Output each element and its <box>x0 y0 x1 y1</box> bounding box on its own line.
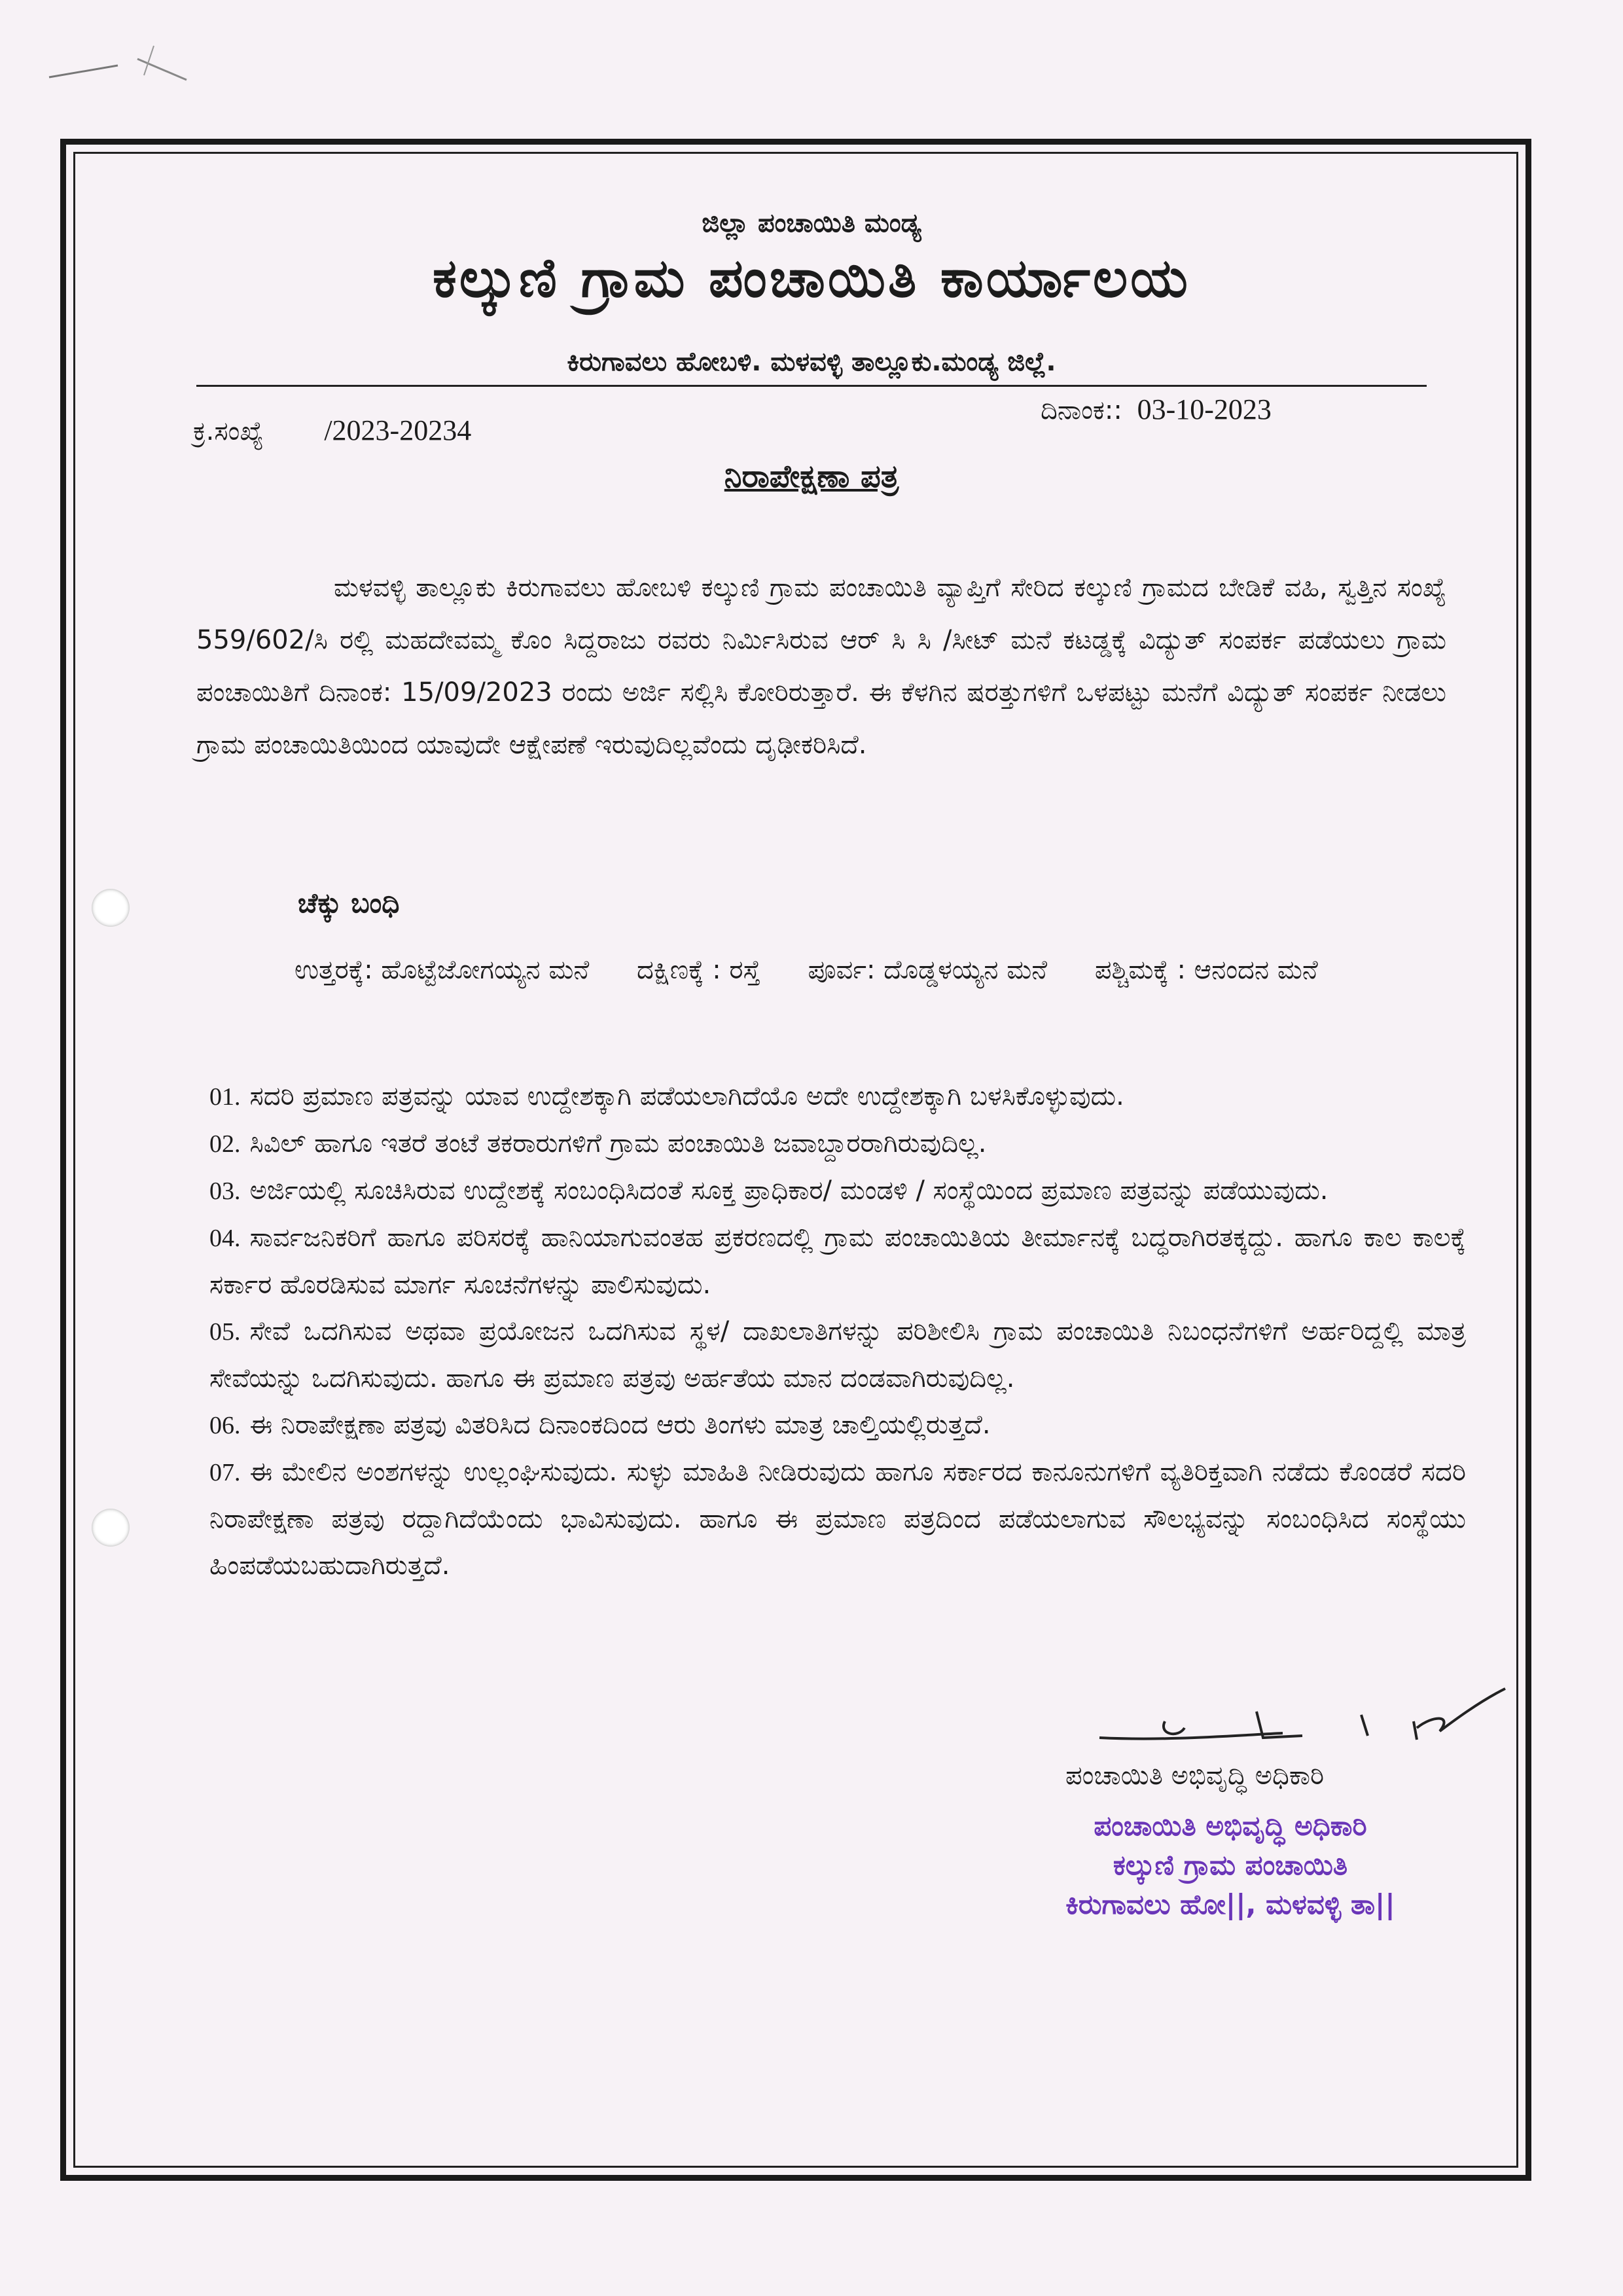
seal-line: ಪಂಚಾಯಿತಿ ಅಭಿವೃದ್ಧಿ ಅಧಿಕಾರಿ <box>1094 1810 1367 1842</box>
header-rule <box>196 385 1427 387</box>
reference-value: /2023-20234 <box>324 414 472 446</box>
boundary-south: ದಕ್ಷಿಣಕ್ಕೆ : ರಸ್ತೆ <box>637 955 760 985</box>
condition-number: 03. <box>209 1177 241 1205</box>
punch-hole-bottom <box>92 1509 130 1547</box>
condition-item <box>209 1449 1466 1589</box>
boundary-west: ಪಶ್ಚಿಮಕ್ಕೆ : ಆನಂದನ ಮನೆ <box>1094 955 1318 985</box>
office-title: ಕಲ್ಕುಣಿ ಗ್ರಾಮ ಪಂಚಾಯಿತಿ ಕಾರ್ಯಾಲಯ <box>433 247 1190 310</box>
officer-designation: ಪಂಚಾಯಿತಿ ಅಭಿವೃದ್ಧಿ ಅಧಿಕಾರಿ <box>1065 1761 1325 1791</box>
reference-number <box>193 414 471 447</box>
punch-hole-top <box>92 889 130 927</box>
condition-number: 01. <box>209 1083 241 1111</box>
boundaries-heading: ಚೆಕ್ಕು ಬಂಧಿ <box>298 887 400 919</box>
office-address: ಕಿರುಗಾವಲು ಹೋಬಳಿ. ಮಳವಳ್ಳಿ ತಾಲ್ಲೂಕು.ಮಂಡ್ಯ ಜಿಲ್ಲೆ. <box>567 347 1056 377</box>
condition-item <box>209 1168 1466 1215</box>
conditions-list <box>209 1073 1466 1589</box>
boundary-east: ಪೂರ್ವ: ದೊಡ್ಡಳಯ್ಯನ ಮನೆ <box>808 955 1048 985</box>
seal-line: ಕಲ್ಕುಣಿ ಗ್ರಾಮ ಪಂಚಾಯಿತಿ <box>1113 1849 1348 1881</box>
condition-text: ಈ ಮೇಲಿನ ಅಂಶಗಳನ್ನು ಉಲ್ಲಂಘಿಸುವುದು. ಸುಳ್ಳು ಮಾಹಿತಿ ನೀಡಿರುವುದು ಹಾಗೂ ಸರ್ಕಾರದ ಕಾನೂನುಗಳಿಗೆ ವ್ಯತಿರಿಕ್ತವಾಗಿ ನಡೆದು ಕೊಂಡರೆ ಸದರಿ ನಿರಾಪೇಕ್ಷಣಾ ಪತ್ರವು ರದ್ದಾಗಿದೆಯೆಂದು ಭಾವಿಸುವುದು. ಹಾಗೂ ಈ ಪ್ರಮಾಣ ಪತ್ರದಿಂದ ಪಡೆಯಲಾಗುವ ಸೌಲಭ್ಯವನ್ನು ಸಂಬಂಧಿಸಿದ ಸಂಸ್ಥೆಯು ಹಿಂಪಡೆಯಬಹುದಾಗಿರುತ್ತದೆ. <box>209 1457 1466 1581</box>
district-name: ಜಿಲ್ಲಾ ಪಂಚಾಯಿತಿ ಮಂಡ್ಯ <box>702 208 921 238</box>
condition-item <box>209 1402 1466 1449</box>
condition-number: 04. <box>209 1225 241 1252</box>
boundaries-list <box>203 942 1446 997</box>
condition-item <box>209 1215 1466 1308</box>
document-title: ನಿರಾಪೇಕ್ಷಣಾ ಪತ್ರ <box>724 458 899 495</box>
boundary-north: ಉತ್ತರಕ್ಕೆ: ಹೊಟ್ಟೆಜೋಗಯ್ಯನ ಮನೆ <box>294 955 590 985</box>
condition-text: ಈ ನಿರಾಪೇಕ್ಷಣಾ ಪತ್ರವು ವಿತರಿಸಿದ ದಿನಾಂಕದಿಂದ ಆರು ತಿಂಗಳು ಮಾತ್ರ ಚಾಲ್ತಿಯಲ್ಲಿರುತ್ತದೆ. <box>249 1410 991 1440</box>
condition-text: ಸದರಿ ಪ್ರಮಾಣ ಪತ್ರವನ್ನು ಯಾವ ಉದ್ದೇಶಕ್ಕಾಗಿ ಪಡೆಯಲಾಗಿದೆಯೊ ಅದೇ ಉದ್ದೇಶಕ್ಕಾಗಿ ಬಳಸಿಕೊಳ್ಳುವುದು. <box>249 1081 1124 1111</box>
condition-number: 02. <box>209 1130 241 1158</box>
seal-line: ಕಿರುಗಾವಲು ಹೋ||, ಮಳವಳ್ಳಿ ತಾ|| <box>1065 1888 1395 1920</box>
condition-text: ಸಿವಿಲ್ ಹಾಗೂ ಇತರೆ ತಂಟೆ ತಕರಾರುಗಳಿಗೆ ಗ್ರಾಮ ಪಂಚಾಯಿತಿ ಜವಾಬ್ದಾರರಾಗಿರುವುದಿಲ್ಲ. <box>249 1128 987 1158</box>
condition-text: ಅರ್ಜಿಯಲ್ಲಿ ಸೂಚಿಸಿರುವ ಉದ್ದೇಶಕ್ಕೆ ಸಂಬಂಧಿಸಿದಂತೆ ಸೂಕ್ತ ಪ್ರಾಧಿಕಾರ/ ಮಂಡಳಿ / ಸಂಸ್ಥೆಯಿಂದ ಪ್ರಮಾಣ ಪತ್ರವನ್ನು ಪಡೆಯುವುದು. <box>249 1175 1329 1206</box>
letter-date <box>1041 393 1272 426</box>
condition-number: 07. <box>209 1459 241 1486</box>
condition-item <box>209 1308 1466 1402</box>
condition-number: 05. <box>209 1318 241 1346</box>
condition-number: 06. <box>209 1412 241 1439</box>
reference-label: ಕ್ರ.ಸಂಖ್ಯೆ <box>193 416 264 446</box>
condition-text: ಸೇವೆ ಒದಗಿಸುವ ಅಥವಾ ಪ್ರಯೋಜನ ಒದಗಿಸುವ ಸ್ಥಳ/ ದಾಖಲಾತಿಗಳನ್ನು ಪರಿಶೀಲಿಸಿ ಗ್ರಾಮ ಪಂಚಾಯಿತಿ ನಿಬಂಧನೆಗಳಿಗೆ ಅರ್ಹರಿದ್ದಲ್ಲಿ ಮಾತ್ರ ಸೇವೆಯನ್ನು ಒದಗಿಸುವುದು. ಹಾಗೂ ಈ ಪ್ರಮಾಣ ಪತ್ರವು ಅರ್ಹತೆಯ ಮಾನ ದಂಡವಾಗಿರುವುದಿಲ್ಲ. <box>209 1316 1466 1393</box>
body-paragraph: ಮಳವಳ್ಳಿ ತಾಲ್ಲೂಕು ಕಿರುಗಾವಲು ಹೋಬಳಿ ಕಲ್ಕುಣಿ ಗ್ರಾಮ ಪಂಚಾಯಿತಿ ವ್ಯಾಪ್ತಿಗೆ ಸೇರಿದ ಕಲ್ಕುಣಿ ಗ್ರಾಮದ ಬೇಡಿಕೆ ವಹಿ, ಸ್ವತ್ತಿನ ಸಂಖ್ಯೆ 559/602/ಸಿ ರಲ್ಲಿ ಮಹದೇವಮ್ಮ ಕೊಂ ಸಿದ್ದರಾಜು ರವರು ನಿರ್ಮಿಸಿರುವ ಆರ್ ಸಿ ಸಿ /ಸೀಟ್ ಮನೆ ಕಟಡ್ಡಕ್ಕೆ ವಿದ್ಯುತ್ ಸಂಪರ್ಕ ಪಡೆಯಲು ಗ್ರಾಮ ಪಂಚಾಯಿತಿಗೆ ದಿನಾಂಕ: 15/09/2023 ರಂದು ಅರ್ಜಿ ಸಲ್ಲಿಸಿ ಕೋರಿರುತ್ತಾರೆ. ಈ ಕೆಳಗಿನ ಷರತ್ತುಗಳಿಗೆ ಒಳಪಟ್ಟು ಮನೆಗೆ ವಿದ್ಯುತ್ ಸಂಪರ್ಕ ನೀಡಲು ಗ್ರಾಮ ಪಂಚಾಯಿತಿಯಿಂದ ಯಾವುದೇ ಆಕ್ಷೇಪಣೆ ಇರುವುದಿಲ್ಲವೆಂದು ದೃಢೀಕರಿಸಿದೆ. <box>196 573 1446 760</box>
scan-mark <box>46 26 196 85</box>
date-value: 03-10-2023 <box>1137 393 1272 425</box>
signature <box>1086 1676 1531 1767</box>
condition-text: ಸಾರ್ವಜನಿಕರಿಗೆ ಹಾಗೂ ಪರಿಸರಕ್ಕೆ ಹಾನಿಯಾಗುವಂತಹ ಪ್ರಕರಣದಲ್ಲಿ ಗ್ರಾಮ ಪಂಚಾಯಿತಿಯ ತೀರ್ಮಾನಕ್ಕೆ ಬದ್ಧರಾಗಿರತಕ್ಕದ್ದು. ಹಾಗೂ ಕಾಲ ಕಾಲಕ್ಕೆ ಸರ್ಕಾರ ಹೊರಡಿಸುವ ಮಾರ್ಗ ಸೂಚನೆಗಳನ್ನು ಪಾಲಿಸುವುದು. <box>209 1223 1466 1300</box>
official-seal-stamp <box>1021 1806 1440 1924</box>
condition-item <box>209 1073 1466 1121</box>
condition-item <box>209 1121 1466 1168</box>
date-label: ದಿನಾಂಕ:: <box>1041 395 1122 425</box>
